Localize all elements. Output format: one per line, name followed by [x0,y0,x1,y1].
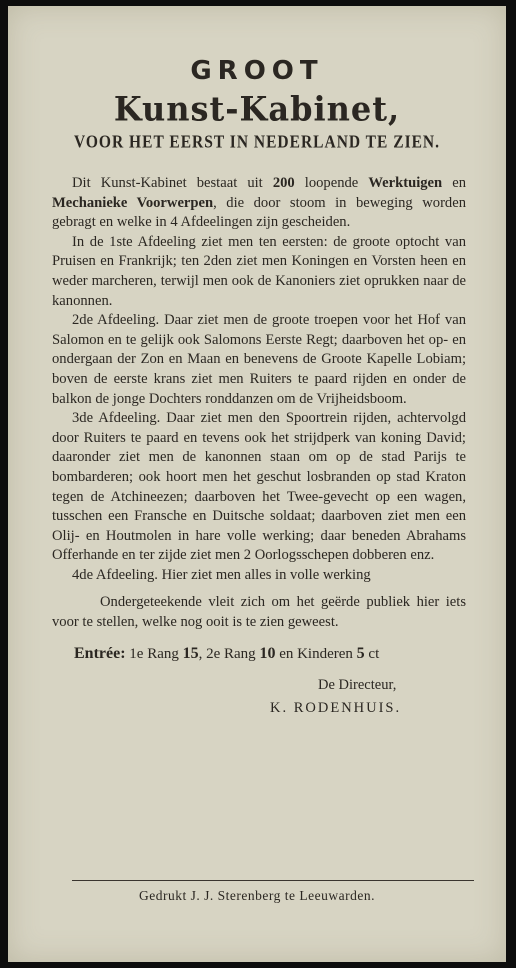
entree-sep: , [198,645,203,662]
intro-text-3: en [442,175,466,191]
signature-name: K. RODENHUIS. [270,699,402,716]
paragraph-afdeeling-1: In de 1ste Afdeeling ziet men ten eersten: de groote optocht van Pruisen en Frankrijk; ten 2den ziet men Koningen en Vorsten heen en weder marcheren, terwijl men ook de Kanoniers ziet oprukken naar de kanonnen. [52,233,466,309]
intro-text-4: , die door stoom in beweging worden gebragt en welke in 4 Afdeelingen zijn gescheiden. [52,194,467,231]
closing-block [8,593,506,632]
divider-rule [72,880,474,881]
rank1-price: 15 [182,644,199,662]
entree-line [74,645,506,663]
intro-werktuigen: Werktuigen [368,175,443,191]
rank2-label: 2e Rang [206,645,256,662]
heading-groot: GROOT [190,56,324,86]
signature-title: De Directeur, [318,676,397,693]
price-unit: ct [368,645,380,662]
closing-text: Ondergeteekende vleit zich om het geërde publiek hier iets voor te stellen, welke nog ooit is te zien geweest. [52,594,466,631]
poster-page [8,6,506,962]
entree-label: Entrée: [74,644,126,662]
paragraph-intro [52,174,466,233]
intro-text-1: Dit Kunst-Kabinet bestaat uit [72,175,273,191]
poster-body [8,174,506,585]
paragraph-afdeeling-2: 2de Afdeeling. Daar ziet men de groote troepen voor het Hof van Salomon en te gelijk ook Salomons Eerste Regt; daarboven het op- en ondergaan der Zon en Maan en benevens de Groote Kapelle Lobiam; boven de eerste krans ziet men Ruiters te paard rijden en onder de balkon de jonge Dochters ronddanzen om de Vrijheidsboom. [52,312,466,407]
intro-text-2: loopende [294,175,369,191]
heading-kunst-kabinet: Kunst-Kabinet, [113,89,401,129]
paragraph-afdeeling-4: 4de Afdeeling. Hier ziet men alles in volle werking [72,566,371,583]
rank1-label: 1e Rang [129,645,179,662]
paragraph-afdeeling-3: 3de Afdeeling. Daar ziet men den Spoortrein rijden, achtervolgd door Ruiters te paard en tevens ook het strijdperk van koning David; daaronder ziet men de kanonnen staan om op de stad Parijs te bombarderen; ook hoort men het geschut losbranden op stad Kraton tegen de Atchineezen; daarboven het Twee-gevecht op een wagen, tusschen een Fransche en Duitsche soldaat; daarboven ziet men een Olij- en Houtmolen in hare volle werking; daar beneden Abrahams Offerhande en ter zijde ziet men 2 Oorlogsschepen dobberen enz. [52,410,466,564]
kids-price: 5 [356,644,365,662]
heading-subtitle: VOOR HET EERST IN NEDERLAND TE ZIEN. [73,132,441,153]
kids-label: en Kinderen [279,645,353,662]
printer-credit: Gedrukt J. J. Sterenberg te Leeuwarden. [139,888,375,903]
intro-mechanieke: Mechanieke Voorwerpen [52,194,214,211]
rank2-price: 10 [259,644,276,662]
poster-content [8,56,506,717]
intro-count: 200 [272,175,295,191]
